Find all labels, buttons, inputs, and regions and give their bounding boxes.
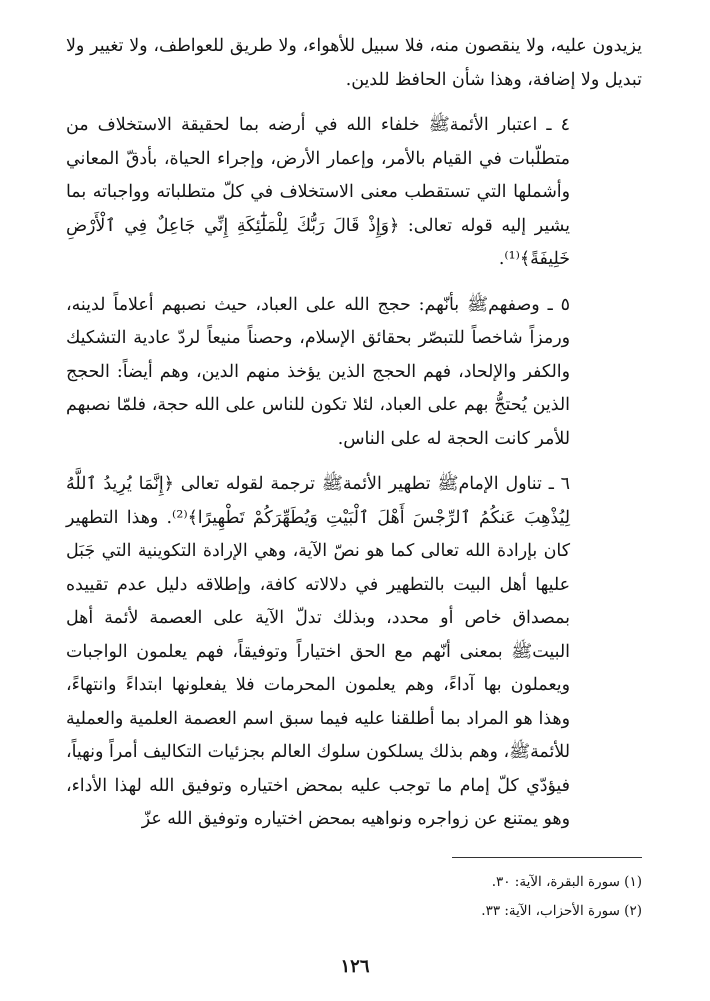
paragraph-continuation: يزيدون عليه، ولا ينقصون منه، فلا سبيل للأهواء، ولا طريق للعواطف، ولا تغيير ولا تبديل ولا إضافة، وهذا شأن الحافظ للدين. bbox=[66, 36, 642, 90]
paragraph-item-6: ٦ ـ تناول الإمامﷺ تطهير الأئمةﷺ ترجمة لقوله تعالى ﴿إِنَّمَا يُرِيدُ ٱللَّهُ لِيُذْهِبَ عَنكُمُ ٱلرِّجْسَ أَهْلَ ٱلْبَيْتِ وَيُطَهِّرَكُمْ تَطْهِيرًا﴾⁽²⁾. وهذا التطهير كان بإرادة الله تعالى كما هو نصّ الآية، وهي الإرادة التكوينية التي جَبَل عليها أهل البيت بالتطهير في دلالاته كافة، وإطلاقه دليل عدم تقييده بمصداق خاص أو محدد، وبذلك تدلّ الآية على العصمة لأئمة أهل البيتﷺ بمعنى أنّهم مع الحق اختياراً وتوفيقاً، فهم يعلمون الواجبات ويعملون بها آداءً، وهم يعلمون المحرمات فلا يفعلونها ابتداءً وانتهاءً، وهذا هو المراد بما أطلقنا عليه فيما سبق اسم العصمة العلمية والعملية للأئمةﷺ، وهم بذلك يسلكون سلوك العالم بجزئيات التكاليف أمراً ونهياً، فيؤدّي كلّ إمام ما توجب عليه بمحض اختياره وتوفيق الله لهذا الأداء، وهو يمتنع عن زواجره ونواهيه بمحض اختياره وتوفيق الله عزّ bbox=[66, 474, 571, 829]
paragraph-item-5: ٥ ـ وصفهمﷺ بأنّهم: حجج الله على العباد، حيث نصبهم أعلاماً لدينه، ورمزاً شاخصاً للتبصّر بحقائق الإسلام، وحصناً منيعاً لردّ عادية التشكيك والكفر والإلحاد، فهم الحجج الذين يؤخذ منهم الدين، وهم أيضاً: الحجج الذين يُحتجُّ بهم على العباد، لئلا تكون للناس على الله حجة، فلمّا نصبهم للأمر كانت الحجة له على الناس. bbox=[66, 294, 570, 449]
footnote-divider bbox=[452, 857, 642, 858]
page-number: ١٢٦ bbox=[340, 956, 370, 977]
body-text bbox=[66, 30, 642, 837]
footnotes bbox=[300, 868, 642, 926]
footnote-1: (١) سورة البقرة، الآية: ٣٠. bbox=[491, 874, 642, 890]
footnote-2: (٢) سورة الأحزاب، الآية: ٣٣. bbox=[481, 903, 642, 919]
paragraph-item-4: ٤ ـ اعتبار الأئمةﷺ خلفاء الله في أرضه بما لحقيقة الاستخلاف من متطلّبات في القيام بالأمر، وإعمار الأرض، وإجراء الحياة، بأدقّ المعاني وأشملها التي تستقطب معنى الاستخلاف في كلّ متطلباته وواجباته بما يشير إليه قوله تعالى: ﴿وَإِذْ قَالَ رَبُّكَ لِلْمَلَٰٓئِكَةِ إِنِّي جَاعِلٌ فِي ٱلْأَرْضِ خَلِيفَةً﴾⁽¹⁾. bbox=[66, 115, 570, 269]
